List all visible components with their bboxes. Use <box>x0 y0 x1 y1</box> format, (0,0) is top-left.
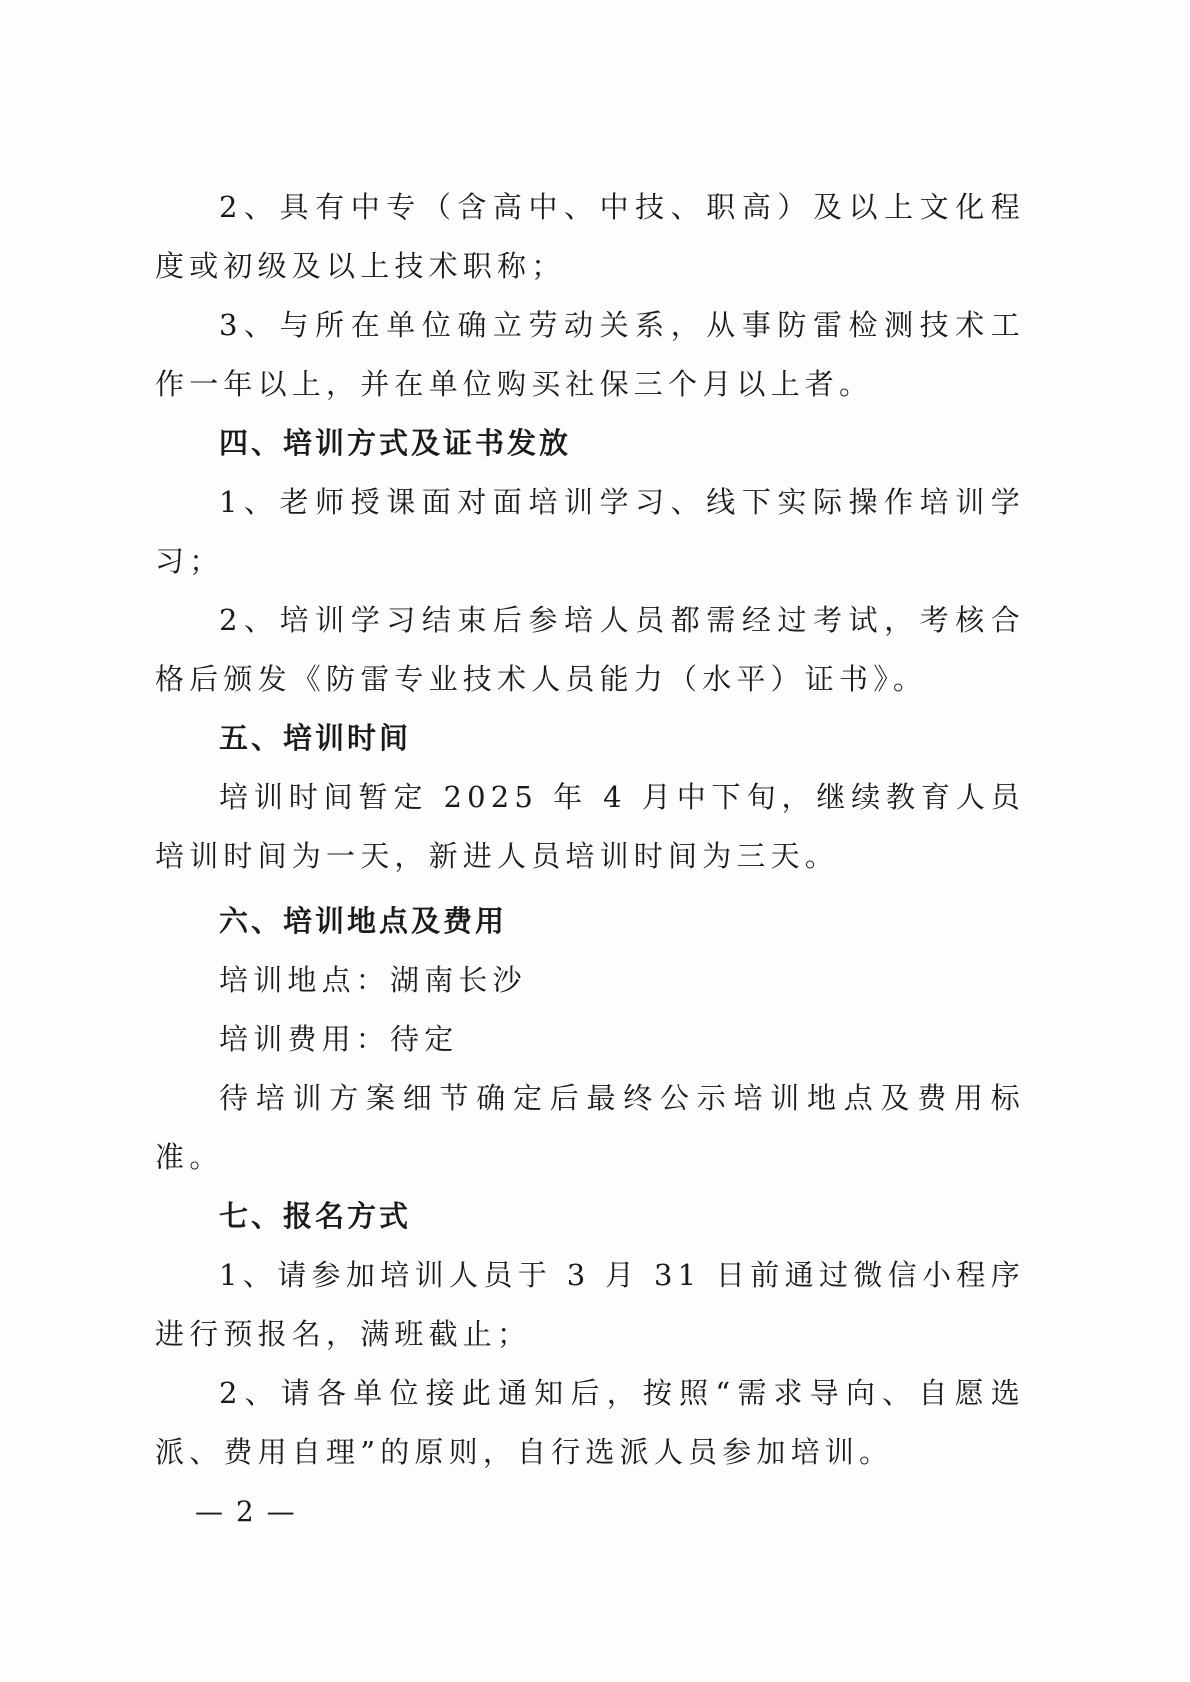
paragraph-fee-note: 待培训方案细节确定后最终公示培训地点及费用标准。 <box>155 1081 1025 1174</box>
page-number: — 2 — <box>195 1495 297 1528</box>
paragraph-method-1: 1、老师授课面对面培训学习、线下实际操作培训学习； <box>155 485 1025 578</box>
paragraph-requirement-3: 3、与所在单位确立劳动关系，从事防雷检测技术工作一年以上，并在单位购买社保三个月以上者。 <box>155 308 1025 401</box>
section-heading-6: 六、培训地点及费用 <box>219 904 508 938</box>
paragraph-fee: 培训费用：待定 <box>219 1022 459 1056</box>
paragraph-method-2: 2、培训学习结束后参培人员都需经过考试，考核合格后颁发《防雷专业技术人员能力（水平）证书》。 <box>155 603 1025 696</box>
section-heading-7: 七、报名方式 <box>219 1199 412 1233</box>
document-body <box>155 178 1025 1482</box>
paragraph-location: 培训地点：湖南长沙 <box>219 963 527 997</box>
paragraph-registration-1: 1、请参加培训人员于 3 月 31 日前通过微信小程序进行预报名，满班截止； <box>155 1258 1025 1351</box>
paragraph-requirement-2: 2、具有中专（含高中、中技、职高）及以上文化程度或初级及以上技术职称； <box>155 190 1025 283</box>
section-heading-4: 四、培训方式及证书发放 <box>219 426 572 460</box>
section-heading-5: 五、培训时间 <box>219 721 412 755</box>
paragraph-registration-2: 2、请各单位接此通知后，按照“需求导向、自愿选派、费用自理”的原则，自行选派人员参加培训。 <box>155 1376 1025 1469</box>
paragraph-training-time: 培训时间暂定 2025 年 4 月中下旬，继续教育人员培训时间为一天，新进人员培训时间为三天。 <box>155 780 1025 873</box>
